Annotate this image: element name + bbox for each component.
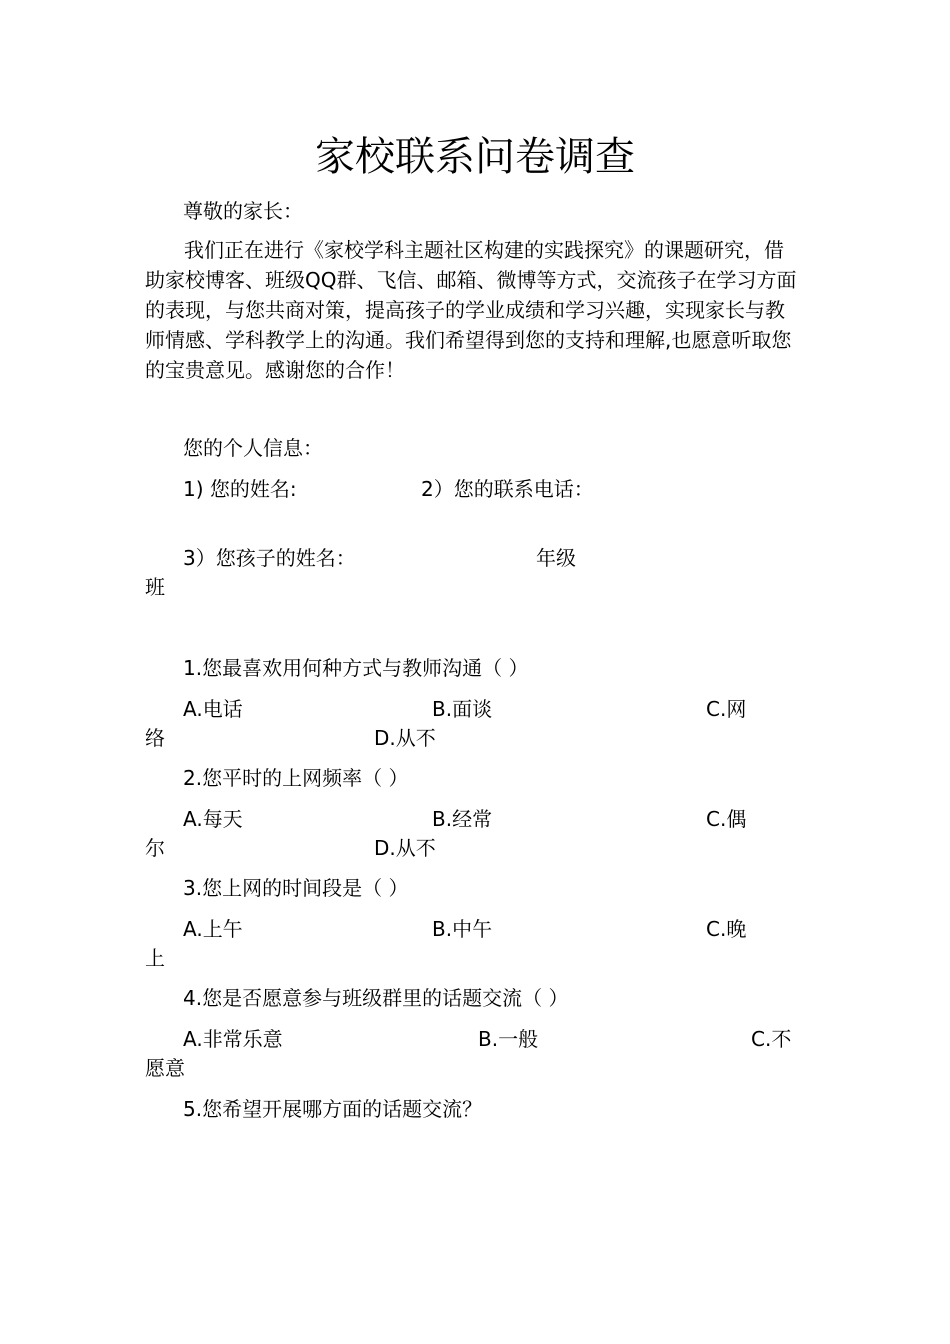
q4-option-b: B.一般	[478, 1027, 539, 1051]
grade-field-label: 年级	[536, 546, 576, 570]
q1-option-b: B.面谈	[432, 697, 493, 721]
q4-option-a: A.非常乐意	[183, 1027, 283, 1051]
question-2: 2.您平时的上网频率（ ）	[183, 766, 409, 790]
personal-info-heading: 您的个人信息：	[183, 436, 323, 460]
q2-option-c-cont: 尔	[145, 836, 165, 860]
q2-option-c: C.偶	[706, 807, 747, 831]
q2-option-b: B.经常	[432, 807, 493, 831]
q4-option-c-cont: 愿意	[145, 1056, 185, 1080]
q3-option-c-cont: 上	[145, 946, 165, 970]
page-title: 家校联系问卷调查	[315, 134, 635, 180]
q4-option-c: C.不	[751, 1027, 792, 1051]
question-1: 1.您最喜欢用何种方式与教师沟通（ ）	[183, 656, 529, 680]
child-name-field-label: 3）您孩子的姓名：	[183, 546, 356, 570]
question-5: 5.您希望开展哪方面的话题交流？	[183, 1097, 483, 1121]
intro-paragraph	[145, 235, 800, 385]
greeting: 尊敬的家长：	[183, 199, 303, 223]
q2-option-d: D.从不	[374, 836, 436, 860]
q1-option-c-cont: 络	[145, 726, 165, 750]
q1-option-a: A.电话	[183, 697, 243, 721]
question-4: 4.您是否愿意参与班级群里的话题交流（ ）	[183, 986, 569, 1010]
q3-option-a: A.上午	[183, 917, 243, 941]
phone-field-label: 2）您的联系电话：	[421, 477, 594, 501]
q3-option-c: C.晚	[706, 917, 747, 941]
q1-option-c: C.网	[706, 697, 747, 721]
q3-option-b: B.中午	[432, 917, 493, 941]
q2-option-a: A.每天	[183, 807, 243, 831]
class-field-label: 班	[145, 575, 165, 599]
question-3: 3.您上网的时间段是（ ）	[183, 876, 409, 900]
q1-option-d: D.从不	[374, 726, 436, 750]
name-field-label: 1) 您的姓名:	[183, 477, 297, 501]
intro-text: 我们正在进行《家校学科主题社区构建的实践探究》的课题研究，借助家校博客、班级QQ群、飞信、邮箱、微博等方式，交流孩子在学习方面的表现，与您共商对策，提高孩子的学业成绩和学习兴趣，实现家长与教师情感、学科教学上的沟通。我们希望得到您的支持和理解,也愿意听取您的宝贵意见。感谢您的合作！	[145, 238, 797, 382]
